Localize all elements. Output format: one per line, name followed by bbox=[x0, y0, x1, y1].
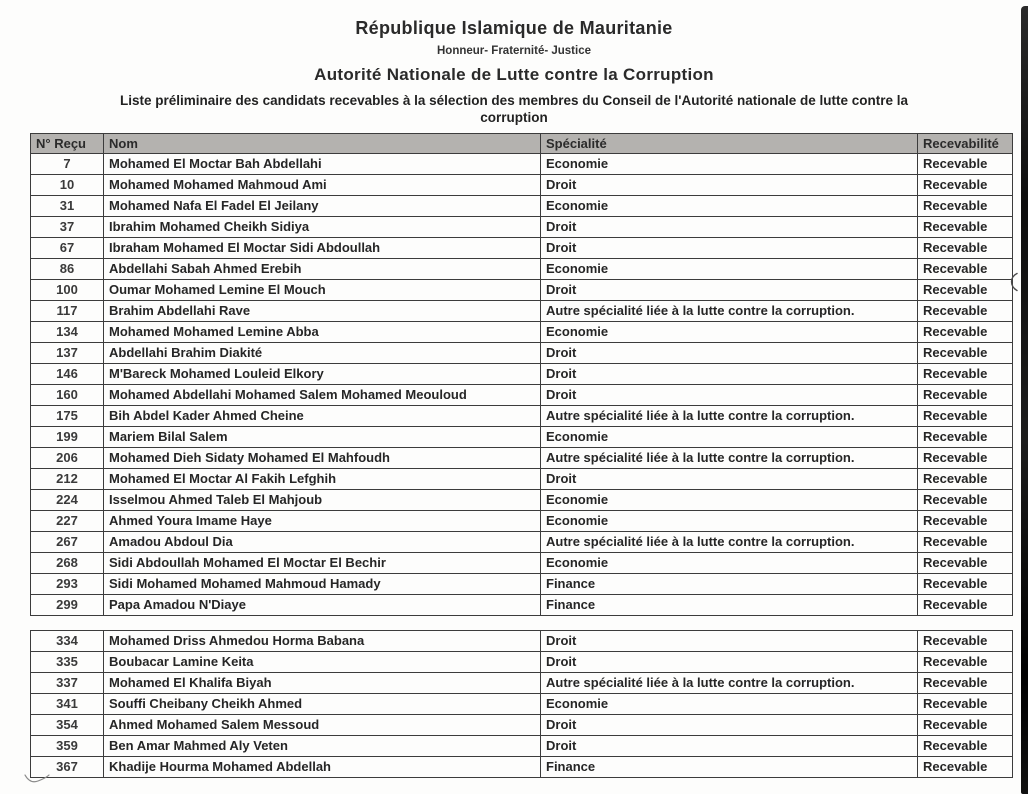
cell-recevabilite: Recevable bbox=[918, 448, 1013, 469]
handwritten-chevron-mark bbox=[1007, 272, 1018, 297]
cell-num-recu: 337 bbox=[31, 673, 104, 694]
cell-nom: Isselmou Ahmed Taleb El Mahjoub bbox=[104, 490, 541, 511]
cell-nom: Abdellahi Sabah Ahmed Erebih bbox=[104, 259, 541, 280]
cell-num-recu: 299 bbox=[31, 595, 104, 616]
table-row bbox=[31, 427, 1013, 448]
column-header-specialite: Spécialité bbox=[541, 134, 918, 154]
cell-nom: Sidi Abdoullah Mohamed El Moctar El Bechir bbox=[104, 553, 541, 574]
table-row bbox=[31, 757, 1013, 778]
cell-num-recu: 267 bbox=[31, 532, 104, 553]
table-row bbox=[31, 511, 1013, 532]
cell-specialite: Economie bbox=[541, 322, 918, 343]
cell-nom: Ahmed Mohamed Salem Messoud bbox=[104, 715, 541, 736]
cell-nom: Mohamed Nafa El Fadel El Jeilany bbox=[104, 196, 541, 217]
table-row bbox=[31, 238, 1013, 259]
cell-nom: Ibraham Mohamed El Moctar Sidi Abdoullah bbox=[104, 238, 541, 259]
cell-num-recu: 117 bbox=[31, 301, 104, 322]
candidates-table-1 bbox=[30, 133, 1013, 616]
document-header bbox=[0, 0, 1028, 126]
cell-nom: Souffi Cheibany Cheikh Ahmed bbox=[104, 694, 541, 715]
page-title: République Islamique de Mauritanie bbox=[355, 18, 673, 38]
national-motto: Honneur- Fraternité- Justice bbox=[437, 45, 591, 57]
cell-recevabilite: Recevable bbox=[918, 511, 1013, 532]
cell-recevabilite: Recevable bbox=[918, 553, 1013, 574]
cell-recevabilite: Recevable bbox=[918, 694, 1013, 715]
cell-recevabilite: Recevable bbox=[918, 259, 1013, 280]
table-row bbox=[31, 490, 1013, 511]
table-row bbox=[31, 154, 1013, 175]
cell-specialite: Economie bbox=[541, 196, 918, 217]
table-row bbox=[31, 406, 1013, 427]
table-row bbox=[31, 343, 1013, 364]
cell-recevabilite: Recevable bbox=[918, 364, 1013, 385]
candidates-table-2 bbox=[30, 630, 1013, 778]
cell-specialite: Economie bbox=[541, 490, 918, 511]
column-header-recevabilite: Recevabilité bbox=[918, 134, 1013, 154]
table-row bbox=[31, 694, 1013, 715]
cell-nom: Mohamed Abdellahi Mohamed Salem Mohamed Meouloud bbox=[104, 385, 541, 406]
cell-num-recu: 359 bbox=[31, 736, 104, 757]
pencil-curve-mark bbox=[24, 770, 50, 791]
cell-nom: Brahim Abdellahi Rave bbox=[104, 301, 541, 322]
cell-specialite: Economie bbox=[541, 694, 918, 715]
cell-nom: Khadije Hourma Mohamed Abdellah bbox=[104, 757, 541, 778]
cell-nom: Mohamed Driss Ahmedou Horma Babana bbox=[104, 631, 541, 652]
cell-specialite: Finance bbox=[541, 595, 918, 616]
table-row bbox=[31, 631, 1013, 652]
cell-nom: Oumar Mohamed Lemine El Mouch bbox=[104, 280, 541, 301]
cell-recevabilite: Recevable bbox=[918, 574, 1013, 595]
cell-nom: Mohamed Mohamed Lemine Abba bbox=[104, 322, 541, 343]
cell-recevabilite: Recevable bbox=[918, 385, 1013, 406]
list-subtitle-line1: Liste préliminaire des candidats recevables à la sélection des membres du Conseil de l'Autorité nationale de lutte contre la bbox=[120, 93, 908, 108]
cell-nom: Bih Abdel Kader Ahmed Cheine bbox=[104, 406, 541, 427]
cell-specialite: Economie bbox=[541, 511, 918, 532]
table-row bbox=[31, 364, 1013, 385]
cell-recevabilite: Recevable bbox=[918, 154, 1013, 175]
column-header-num-recu: N° Reçu bbox=[31, 134, 104, 154]
cell-num-recu: 227 bbox=[31, 511, 104, 532]
table-row bbox=[31, 175, 1013, 196]
cell-num-recu: 293 bbox=[31, 574, 104, 595]
cell-num-recu: 206 bbox=[31, 448, 104, 469]
cell-specialite: Droit bbox=[541, 385, 918, 406]
cell-specialite: Economie bbox=[541, 553, 918, 574]
cell-recevabilite: Recevable bbox=[918, 406, 1013, 427]
cell-num-recu: 334 bbox=[31, 631, 104, 652]
list-subtitle-line2: corruption bbox=[480, 110, 548, 125]
cell-specialite: Finance bbox=[541, 574, 918, 595]
cell-nom: Mariem Bilal Salem bbox=[104, 427, 541, 448]
cell-recevabilite: Recevable bbox=[918, 595, 1013, 616]
cell-specialite: Droit bbox=[541, 175, 918, 196]
table-row bbox=[31, 280, 1013, 301]
cell-recevabilite: Recevable bbox=[918, 301, 1013, 322]
cell-nom: Amadou Abdoul Dia bbox=[104, 532, 541, 553]
list-subtitle bbox=[0, 92, 1028, 126]
cell-num-recu: 7 bbox=[31, 154, 104, 175]
cell-nom: M'Bareck Mohamed Louleid Elkory bbox=[104, 364, 541, 385]
table-row bbox=[31, 448, 1013, 469]
cell-num-recu: 224 bbox=[31, 490, 104, 511]
cell-recevabilite: Recevable bbox=[918, 196, 1013, 217]
cell-num-recu: 160 bbox=[31, 385, 104, 406]
cell-num-recu: 175 bbox=[31, 406, 104, 427]
cell-nom: Abdellahi Brahim Diakité bbox=[104, 343, 541, 364]
cell-num-recu: 268 bbox=[31, 553, 104, 574]
table-header-row bbox=[31, 134, 1013, 154]
cell-recevabilite: Recevable bbox=[918, 631, 1013, 652]
cell-num-recu: 86 bbox=[31, 259, 104, 280]
cell-nom: Mohamed El Khalifa Biyah bbox=[104, 673, 541, 694]
cell-recevabilite: Recevable bbox=[918, 322, 1013, 343]
table-row bbox=[31, 736, 1013, 757]
cell-specialite: Droit bbox=[541, 238, 918, 259]
cell-recevabilite: Recevable bbox=[918, 715, 1013, 736]
cell-nom: Mohamed Dieh Sidaty Mohamed El Mahfoudh bbox=[104, 448, 541, 469]
scan-edge-shadow bbox=[1021, 6, 1028, 794]
cell-num-recu: 199 bbox=[31, 427, 104, 448]
cell-specialite: Autre spécialité liée à la lutte contre la corruption. bbox=[541, 448, 918, 469]
cell-num-recu: 212 bbox=[31, 469, 104, 490]
cell-num-recu: 67 bbox=[31, 238, 104, 259]
cell-num-recu: 134 bbox=[31, 322, 104, 343]
cell-recevabilite: Recevable bbox=[918, 280, 1013, 301]
cell-nom: Mohamed El Moctar Al Fakih Lefghih bbox=[104, 469, 541, 490]
cell-specialite: Droit bbox=[541, 715, 918, 736]
cell-specialite: Droit bbox=[541, 217, 918, 238]
cell-num-recu: 100 bbox=[31, 280, 104, 301]
cell-nom: Ahmed Youra Imame Haye bbox=[104, 511, 541, 532]
cell-nom: Ben Amar Mahmed Aly Veten bbox=[104, 736, 541, 757]
cell-recevabilite: Recevable bbox=[918, 175, 1013, 196]
cell-nom: Ibrahim Mohamed Cheikh Sidiya bbox=[104, 217, 541, 238]
cell-specialite: Economie bbox=[541, 427, 918, 448]
table-row bbox=[31, 196, 1013, 217]
cell-recevabilite: Recevable bbox=[918, 427, 1013, 448]
cell-num-recu: 137 bbox=[31, 343, 104, 364]
cell-num-recu: 367 bbox=[31, 757, 104, 778]
cell-nom: Sidi Mohamed Mohamed Mahmoud Hamady bbox=[104, 574, 541, 595]
cell-recevabilite: Recevable bbox=[918, 757, 1013, 778]
cell-specialite: Droit bbox=[541, 280, 918, 301]
cell-num-recu: 37 bbox=[31, 217, 104, 238]
cell-recevabilite: Recevable bbox=[918, 736, 1013, 757]
cell-nom: Mohamed El Moctar Bah Abdellahi bbox=[104, 154, 541, 175]
cell-specialite: Autre spécialité liée à la lutte contre la corruption. bbox=[541, 532, 918, 553]
table-row bbox=[31, 652, 1013, 673]
cell-specialite: Autre spécialité liée à la lutte contre la corruption. bbox=[541, 673, 918, 694]
table-row bbox=[31, 532, 1013, 553]
cell-specialite: Droit bbox=[541, 652, 918, 673]
cell-specialite: Finance bbox=[541, 757, 918, 778]
cell-num-recu: 335 bbox=[31, 652, 104, 673]
cell-specialite: Autre spécialité liée à la lutte contre la corruption. bbox=[541, 406, 918, 427]
cell-specialite: Droit bbox=[541, 364, 918, 385]
cell-specialite: Droit bbox=[541, 631, 918, 652]
cell-nom: Papa Amadou N'Diaye bbox=[104, 595, 541, 616]
table-row bbox=[31, 322, 1013, 343]
cell-specialite: Autre spécialité liée à la lutte contre la corruption. bbox=[541, 301, 918, 322]
cell-specialite: Droit bbox=[541, 736, 918, 757]
table-row bbox=[31, 553, 1013, 574]
table-row bbox=[31, 259, 1013, 280]
table-row bbox=[31, 673, 1013, 694]
cell-num-recu: 146 bbox=[31, 364, 104, 385]
cell-num-recu: 31 bbox=[31, 196, 104, 217]
cell-num-recu: 354 bbox=[31, 715, 104, 736]
table-row bbox=[31, 385, 1013, 406]
cell-recevabilite: Recevable bbox=[918, 532, 1013, 553]
cell-num-recu: 341 bbox=[31, 694, 104, 715]
cell-specialite: Economie bbox=[541, 154, 918, 175]
cell-num-recu: 10 bbox=[31, 175, 104, 196]
cell-nom: Mohamed Mohamed Mahmoud Ami bbox=[104, 175, 541, 196]
column-header-nom: Nom bbox=[104, 134, 541, 154]
cell-nom: Boubacar Lamine Keita bbox=[104, 652, 541, 673]
table-row bbox=[31, 595, 1013, 616]
table-row bbox=[31, 574, 1013, 595]
cell-specialite: Droit bbox=[541, 469, 918, 490]
cell-specialite: Economie bbox=[541, 259, 918, 280]
table-row bbox=[31, 469, 1013, 490]
cell-specialite: Droit bbox=[541, 343, 918, 364]
cell-recevabilite: Recevable bbox=[918, 217, 1013, 238]
cell-recevabilite: Recevable bbox=[918, 490, 1013, 511]
table-row bbox=[31, 217, 1013, 238]
cell-recevabilite: Recevable bbox=[918, 673, 1013, 694]
cell-recevabilite: Recevable bbox=[918, 469, 1013, 490]
table-row bbox=[31, 715, 1013, 736]
cell-recevabilite: Recevable bbox=[918, 238, 1013, 259]
table-row bbox=[31, 301, 1013, 322]
cell-recevabilite: Recevable bbox=[918, 343, 1013, 364]
authority-title: Autorité Nationale de Lutte contre la Corruption bbox=[314, 65, 714, 84]
cell-recevabilite: Recevable bbox=[918, 652, 1013, 673]
